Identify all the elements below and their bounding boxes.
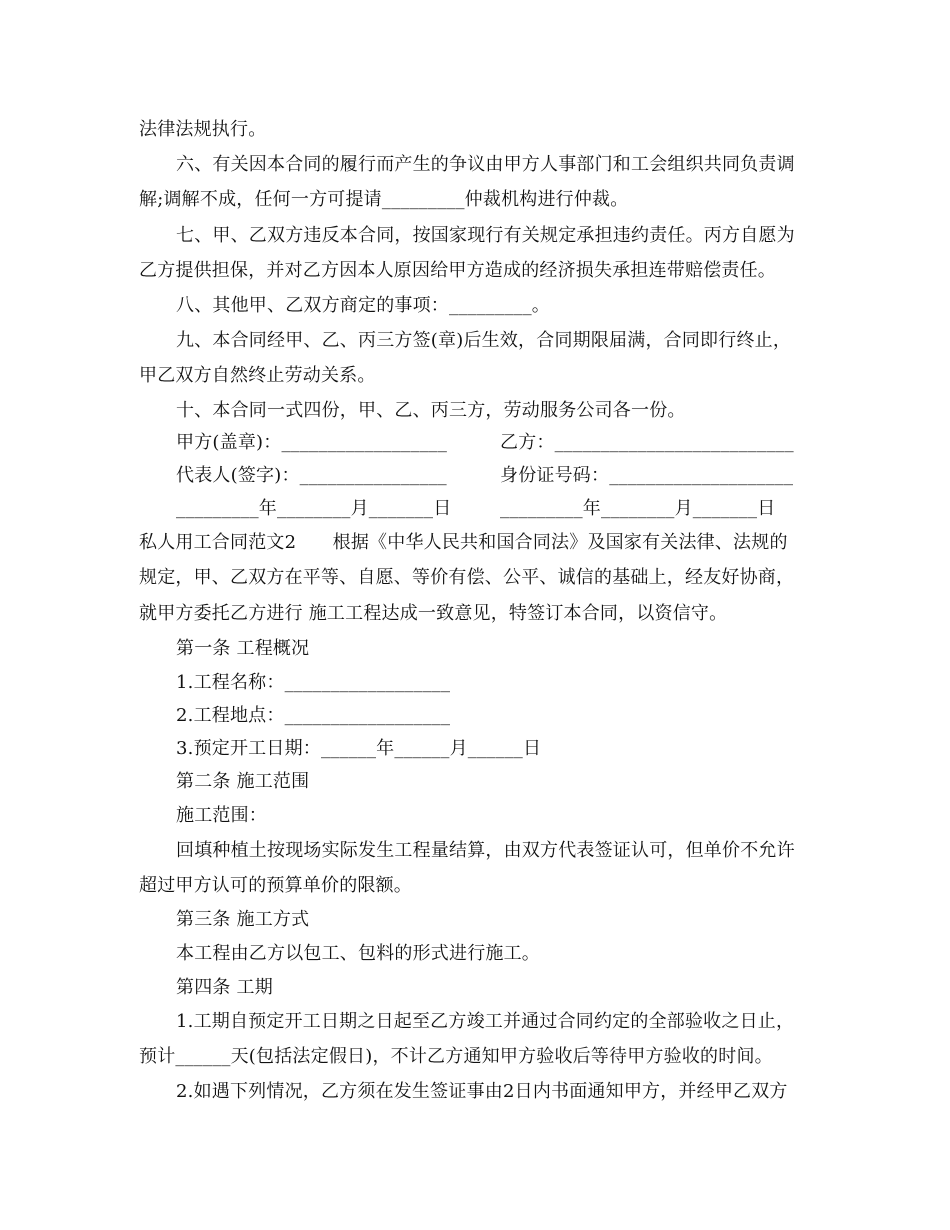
text-line: 法律法规执行。: [139, 119, 267, 140]
section-heading: 第三条 施工方式: [176, 909, 310, 930]
text-line: 六、有关因本合同的履行而产生的争议由甲方人事部门和工会组织共同负责调: [176, 154, 795, 175]
text-line: 1.工期自预定开工日期之日起至乙方竣工并通过合同约定的全部验收之日止，: [176, 1011, 795, 1032]
section-heading: 第一条 工程概况: [176, 638, 310, 659]
text-line: 八、其他甲、乙双方商定的事项：_________。: [176, 295, 550, 316]
party-b-field: 乙方：__________________________: [500, 432, 794, 453]
id-number-field: 身份证号码：____________________: [500, 465, 794, 486]
text-line: 甲乙双方自然终止劳动关系。: [139, 365, 376, 386]
text-line: 就甲方委托乙方进行 施工工程达成一致意见，特签订本合同，以资信守。: [139, 603, 728, 624]
date-field-left: _________年________月_______日: [176, 498, 452, 519]
project-name-field: 1.工程名称：__________________: [176, 672, 451, 693]
section-heading: 第二条 施工范围: [176, 771, 310, 792]
text-line: 预计______天(包括法定假日)，不计乙方通知甲方验收后等待甲方验收的时间。: [139, 1046, 773, 1067]
text-line: 七、甲、乙双方违反本合同，按国家现行有关规定承担违约责任。丙方自愿为: [176, 225, 795, 246]
text-line: 施工范围：: [176, 805, 267, 826]
date-field-right: _________年________月_______日: [500, 498, 776, 519]
text-line: 超过甲方认可的预算单价的限额。: [139, 875, 412, 896]
text-line: 乙方提供担保，并对乙方因本人原因给甲方造成的经济损失承担连带赔偿责任。: [139, 260, 776, 281]
text-line: 九、本合同经甲、乙、丙三方签(章)后生效，合同期限届满，合同即行终止，: [176, 330, 792, 351]
section-heading: 第四条 工期: [176, 977, 273, 998]
text-line: 2.如遇下列情况，乙方须在发生签证事由2日内书面通知甲方，并经甲乙双方: [176, 1081, 788, 1102]
text-line: 规定，甲、乙双方在平等、自愿、等价有偿、公平、诚信的基础上，经友好协商，: [139, 567, 795, 588]
text-line: 回填种植土按现场实际发生工程量结算，由双方代表签证认可，但单价不允许: [176, 840, 795, 861]
start-date-field: 3.预定开工日期：______年______月______日: [176, 738, 542, 759]
representative-signature-field: 代表人(签字)：________________: [176, 465, 447, 486]
text-line: 解;调解不成，任何一方可提请_________仲裁机构进行仲裁。: [139, 189, 629, 210]
project-location-field: 2.工程地点：__________________: [176, 705, 451, 726]
party-a-seal-field: 甲方(盖章)：__________________: [176, 432, 448, 453]
text-line: 私人用工合同范文2 根据《中华人民共和国合同法》及国家有关法律、法规的: [139, 532, 788, 553]
text-line: 十、本合同一式四份，甲、乙、丙三方，劳动服务公司各一份。: [176, 400, 686, 421]
text-line: 本工程由乙方以包工、包料的形式进行施工。: [176, 943, 540, 964]
